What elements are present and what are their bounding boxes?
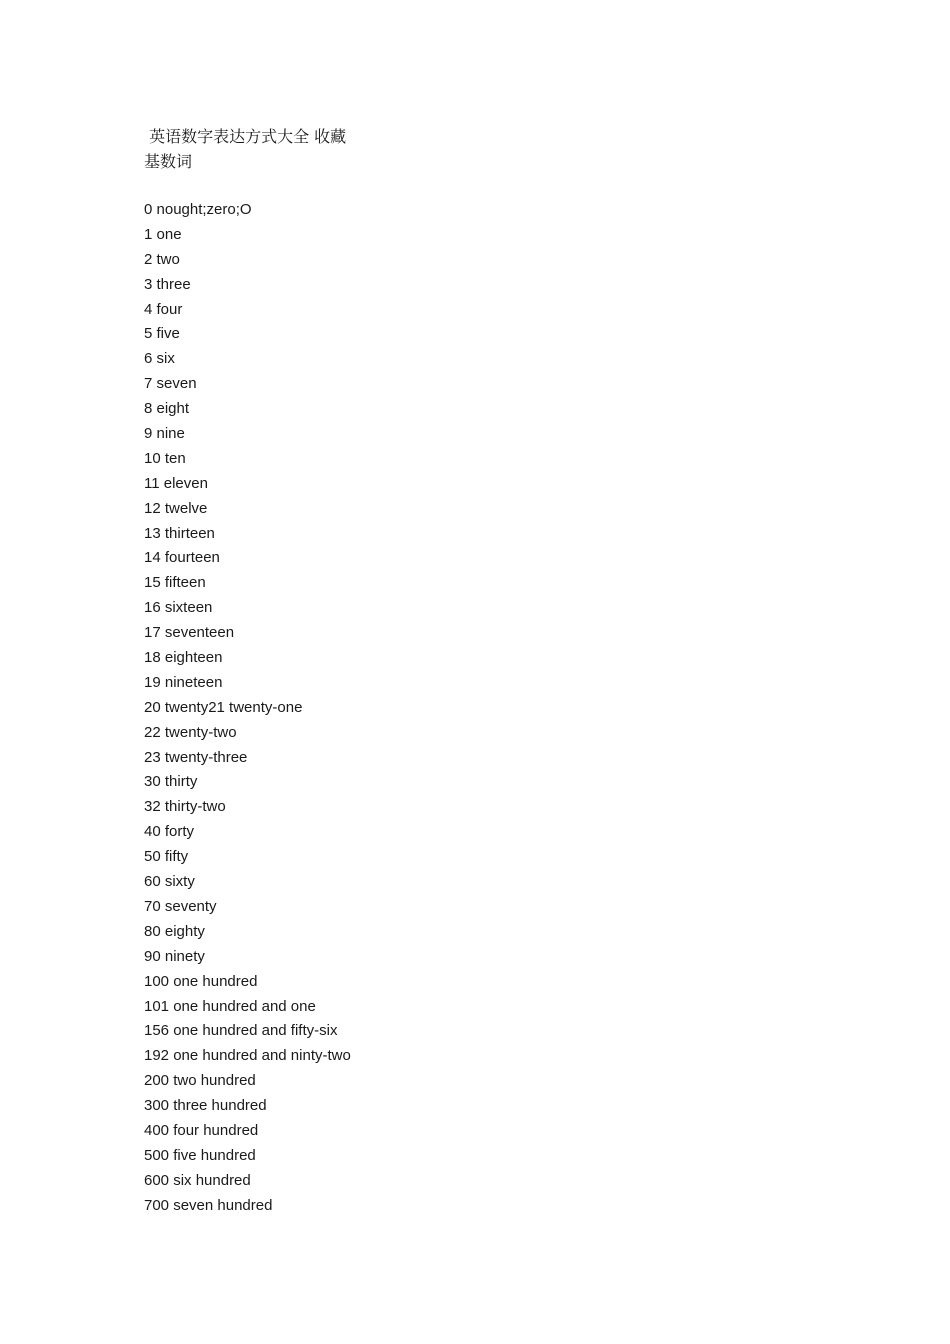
list-item: 192 one hundred and ninty-two [144,1047,351,1065]
list-item: 7 seven [144,375,197,393]
list-item: 12 twelve [144,499,208,517]
list-item: 0 nought;zero;O [144,201,252,218]
list-item: 400 four hundred [144,1121,259,1139]
list-item: 600 six hundred [144,1171,251,1189]
list-item: 8 eight [144,400,190,418]
list-item: 2 two [144,250,180,268]
list-item: 1 one [144,225,182,243]
list-item: 500 five hundred [144,1146,256,1164]
list-item: 700 seven hundred [144,1196,273,1214]
list-item: 19 nineteen [144,673,223,691]
blank-line [144,174,804,198]
list-item: 14 fourteen [144,549,220,567]
number-list [144,198,804,1219]
list-item: 70 seventy [144,897,217,915]
list-item: 30 thirty [144,773,198,791]
list-item: 200 two hundred [144,1072,256,1090]
list-item: 4 four [144,300,183,318]
list-item: 23 twenty-three [144,748,248,766]
list-item: 300 three hundred [144,1097,267,1115]
list-item: 100 one hundred [144,972,258,990]
document-title: 英语数字表达方式大全 收藏 [144,127,347,146]
list-item: 5 five [144,325,180,343]
list-item: 50 fifty [144,848,189,866]
list-item: 11 eleven [144,474,208,492]
list-item: 17 seventeen [144,624,235,642]
list-item: 15 fifteen [144,574,206,592]
list-item: 13 thirteen [144,524,215,542]
list-item: 3 three [144,275,191,293]
section-heading: 基数词 [144,152,193,171]
list-item: 156 one hundred and fifty-six [144,1022,338,1040]
document-page [144,124,804,1219]
list-item: 18 eighteen [144,649,223,667]
list-item: 90 ninety [144,947,205,965]
list-item: 32 thirty-two [144,798,226,816]
list-item: 6 six [144,350,175,368]
list-item: 40 forty [144,823,195,841]
list-item: 16 sixteen [144,599,213,617]
list-item: 80 eighty [144,922,205,940]
list-item: 101 one hundred and one [144,997,316,1015]
list-item: 9 nine [144,425,185,443]
list-item: 20 twenty21 twenty-one [144,698,303,716]
list-item: 22 twenty-two [144,723,237,741]
list-item: 10 ten [144,449,186,467]
list-item: 60 sixty [144,873,195,891]
